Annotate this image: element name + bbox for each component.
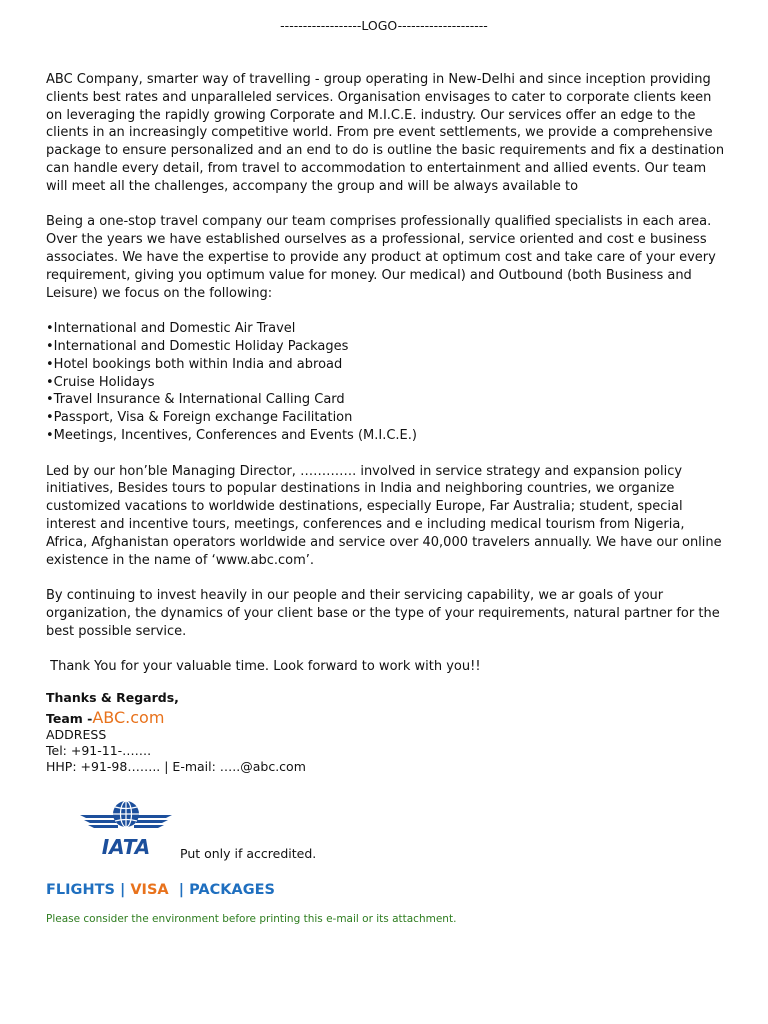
intro-paragraph: ABC Company, smarter way of travelling - group operating in New-Delhi and since inception providing clients best rates and unparalleled services. Organisation envisages to cater to corporate clients keen on leveraging the rapidly growing Corporate and M.I.C.E. industry. Our services offer an edge to the clients in an increasingly competitive world. From pre event settlements, we provide a comprehensive package to ensure personalized and an end to do is outline the basic requirements and fix a destination can handle every detail, from travel to accommodation to entertainment and allied events. Our team will meet all the challenges, accompany the group and will be always available to bbox=[46, 72, 725, 194]
list-item: • Passport, Visa & Foreign exchange Facilitation bbox=[46, 409, 726, 427]
commitment-paragraph: By continuing to invest heavily in our people and their servicing capability, we ar goals of your organization, the dynamics of your client base or the type of your requirements, natural partner for the best possible service. bbox=[46, 588, 720, 639]
packages-label: PACKAGES bbox=[189, 882, 275, 898]
iata-logo bbox=[78, 797, 174, 859]
services-intro-paragraph: Being a one-stop travel company our team comprises professionally qualified specialists in each area. Over the years we have established ourselves as a professional, service oriented and cost e business associates. We have the expertise to provide any product at optimum cost and take care of your every requirement, giving you optimum value for money. Our medical) and Outbound (both Business and Leisure) we focus on the following: bbox=[46, 214, 716, 301]
accreditation-note: Put only if accredited. bbox=[180, 846, 317, 861]
signature-block bbox=[46, 690, 306, 775]
list-item: • Cruise Holidays bbox=[46, 374, 726, 392]
thank-you-line: Thank You for your valuable time. Look forward to work with you!! bbox=[46, 659, 481, 675]
services-list bbox=[46, 320, 726, 445]
list-item: • International and Domestic Air Travel bbox=[46, 320, 726, 338]
separator: | bbox=[168, 882, 190, 898]
letter-body bbox=[46, 71, 726, 694]
flights-label: FLIGHTS bbox=[46, 882, 115, 898]
logo-placeholder: ------------------LOGO-------------------- bbox=[280, 18, 488, 33]
mobile-email-line: HHP: +91-98…….. | E-mail: …..@abc.com bbox=[46, 759, 306, 774]
visa-label: VISA bbox=[130, 882, 169, 898]
list-item: • Hotel bookings both within India and abroad bbox=[46, 356, 726, 374]
brand-name: ABC.com bbox=[92, 708, 165, 727]
iata-logo-text: IATA bbox=[101, 835, 151, 859]
team-prefix: Team - bbox=[46, 711, 93, 726]
address-line: ADDRESS bbox=[46, 727, 107, 742]
list-item: • Meetings, Incentives, Conferences and Events (M.I.C.E.) bbox=[46, 427, 726, 445]
environment-note: Please consider the environment before printing this e-mail or its attachment. bbox=[46, 913, 457, 925]
telephone-line: Tel: +91-11-……. bbox=[46, 743, 152, 758]
list-item: • Travel Insurance & International Calling Card bbox=[46, 391, 726, 409]
separator: | bbox=[114, 882, 131, 898]
services-banner bbox=[46, 882, 275, 898]
list-item: • International and Domestic Holiday Packages bbox=[46, 338, 726, 356]
regards-line: Thanks & Regards, bbox=[46, 690, 179, 705]
team-line bbox=[46, 710, 306, 727]
leadership-paragraph: Led by our hon’ble Managing Director, …………. involved in service strategy and expansion policy initiatives, Besides tours to popular destinations in India and neighboring countries, we organize customized vacations to worldwide destinations, especially Europe, Far Australia; student, special interest and incentive tours, meetings, conferences and e including medical tourism from Nigeria, Africa, Afghanistan operators worldwide and service over 40,000 travelers annually. We have our online existence in the name of ‘www.abc.com’. bbox=[46, 463, 722, 568]
